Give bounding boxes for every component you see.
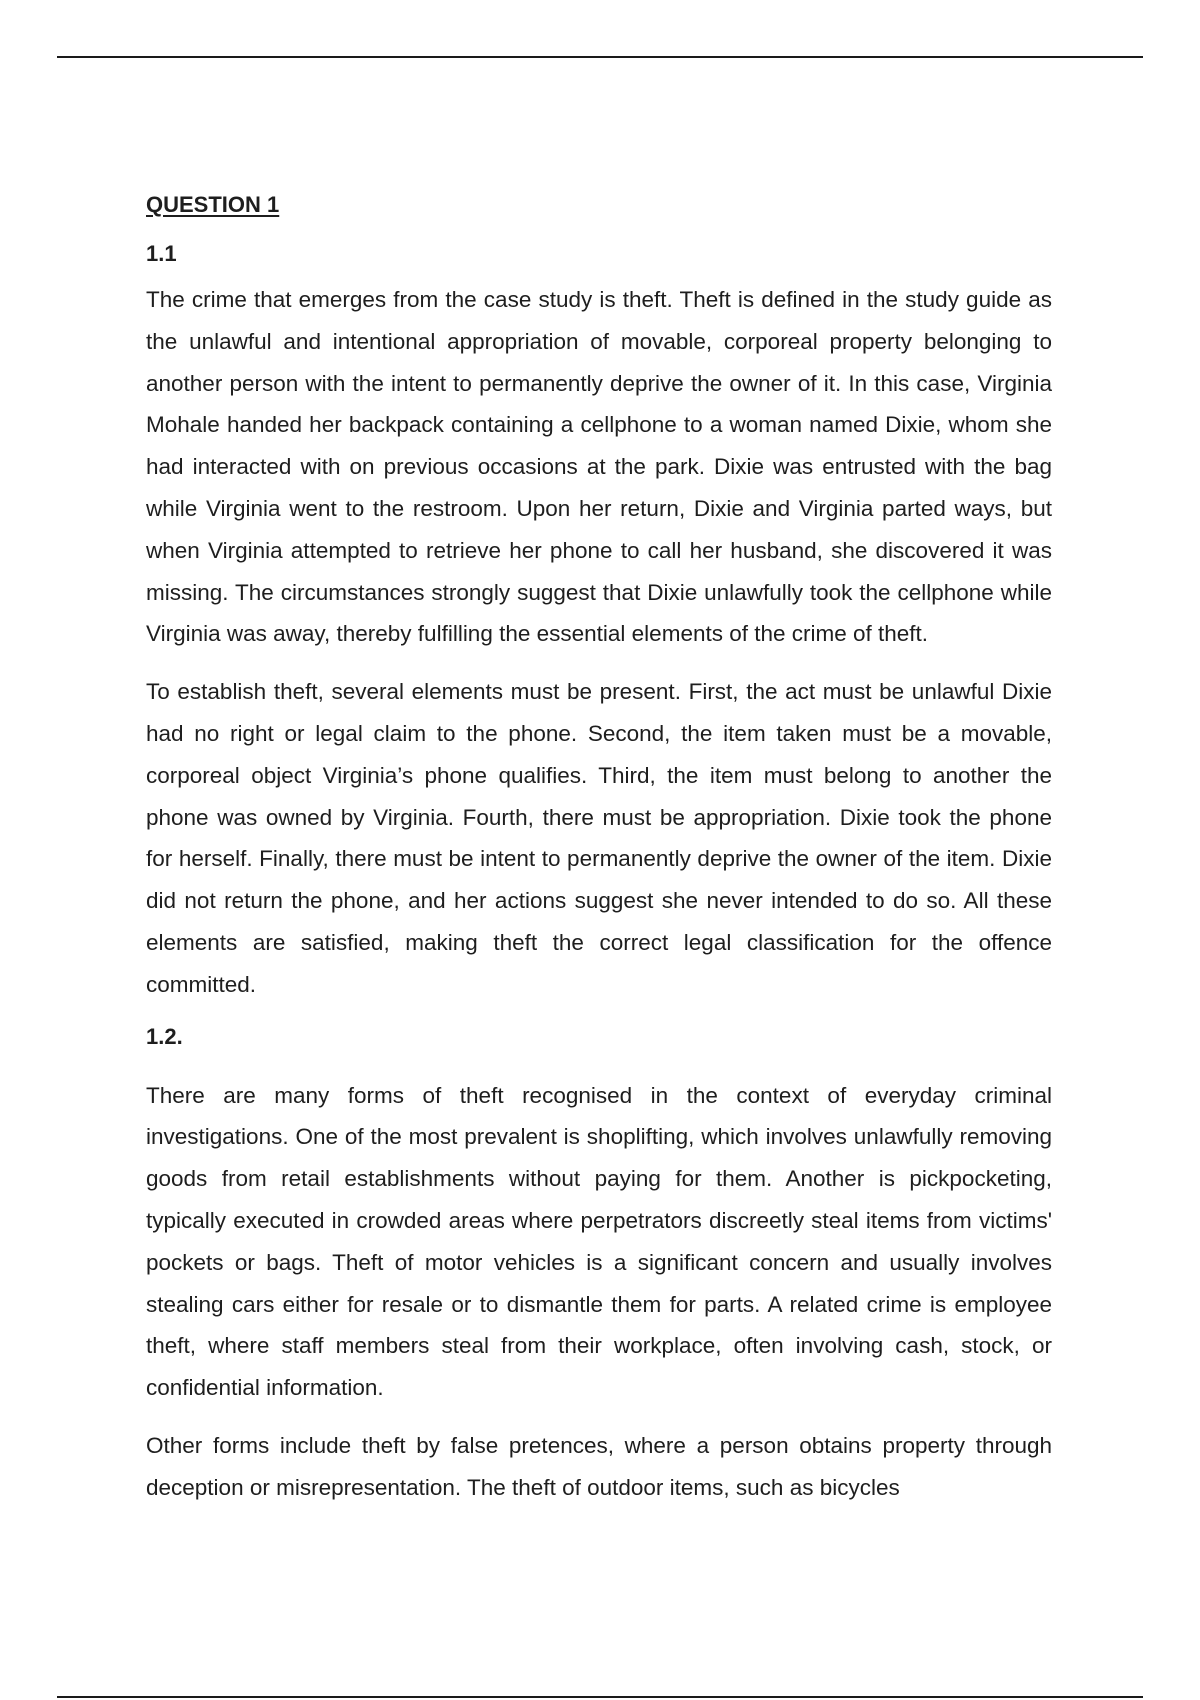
paragraph: The crime that emerges from the case study is theft. Theft is defined in the study guide as the unlawful and intentional appropriation of movable, corporeal property belonging to another person with the intent to permanently deprive the owner of it. In this case, Virginia Mohale handed her backpack containing a cellphone to a woman named Dixie, whom she had interacted with on previous occasions at the park. Dixie was entrusted with the bag while Virginia went to the restroom. Upon her return, Dixie and Virginia parted ways, but when Virginia attempted to retrieve her phone to call her husband, she discovered it was missing. The circumstances strongly suggest that Dixie unlawfully took the cellphone while Virginia was away, thereby fulfilling the essential elements of the crime of theft. xyxy=(146,287,1052,647)
question-title: QUESTION 1 xyxy=(146,192,280,217)
document-body xyxy=(146,190,1052,1525)
section-heading-1-1: 1.1 xyxy=(146,241,177,266)
section-heading-1-2: 1.2. xyxy=(146,1023,183,1049)
paragraph: Other forms include theft by false pretences, where a person obtains property through deception or misrepresentation. The theft of outdoor items, such as bicycles xyxy=(146,1432,1052,1500)
paragraph: To establish theft, several elements must be present. First, the act must be unlawful Dixie had no right or legal claim to the phone. Second, the item taken must be a movable, corporeal object Virginia’s phone qualifies. Third, the item must belong to another the phone was owned by Virginia. Fourth, there must be appropriation. Dixie took the phone for herself. Finally, there must be intent to permanently deprive the owner of the item. Dixie did not return the phone, and her actions suggest she never intended to do so. All these elements are satisfied, making theft the correct legal classification for the offence committed. xyxy=(146,679,1052,997)
footer-rule xyxy=(57,1696,1143,1698)
header-rule xyxy=(57,56,1143,58)
paragraph: There are many forms of theft recognised in the context of everyday criminal investigations. One of the most prevalent is shoplifting, which involves unlawfully removing goods from retail establishments without paying for them. Another is pickpocketing, typically executed in crowded areas where perpetrators discreetly steal items from victims' pockets or bags. Theft of motor vehicles is a significant concern and usually involves stealing cars either for resale or to dismantle them for parts. A related crime is employee theft, where staff members steal from their workplace, often involving cash, stock, or confidential information. xyxy=(146,1082,1052,1401)
